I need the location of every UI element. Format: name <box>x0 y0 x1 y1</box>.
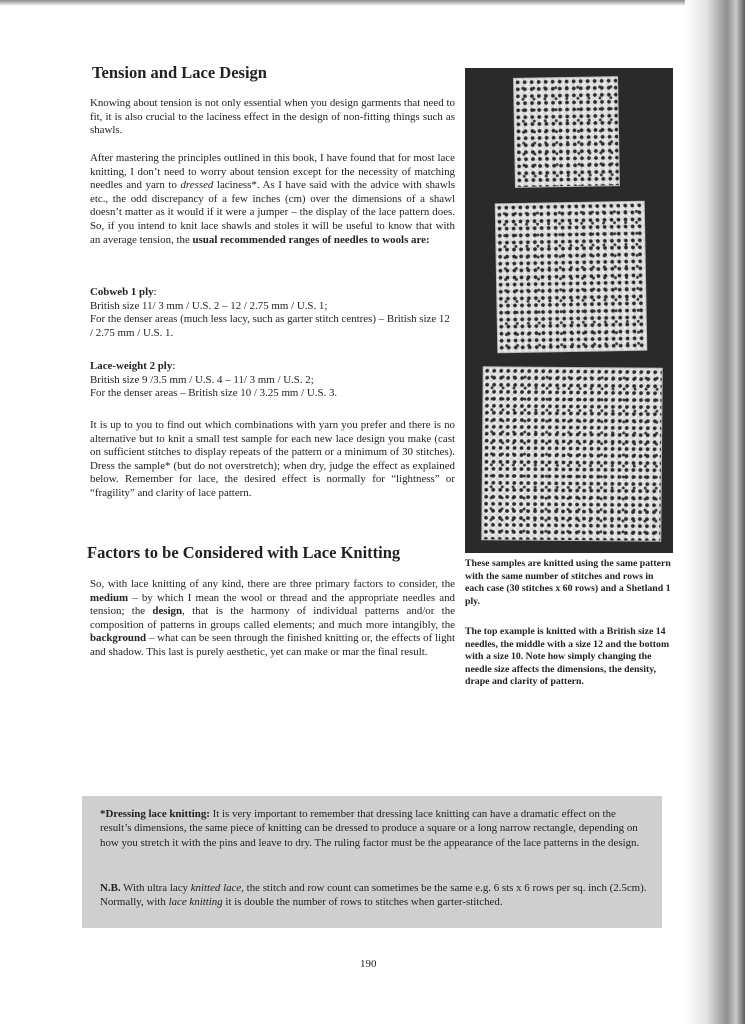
paragraph-principles <box>90 152 455 247</box>
paragraph-factors <box>90 578 455 660</box>
dressed-italic: dressed <box>180 179 214 192</box>
lace-weight-line-2: For the denser areas – British size 10 / 3.25 mm / U.S. 3. <box>90 387 338 400</box>
paragraph-principles-text-a: After mastering the principles outlined in this book, I have found that for most lace knitting, I don’t need to worry about tension except for the necessity of matching needles and yarn to <box>90 152 455 192</box>
needle-ranges-bold: usual recommended ranges of needles to wools are: <box>192 233 430 246</box>
paragraph-test-sample: It is up to you to find out which combinations with yarn you prefer and there is no alternative but to knit a small test sample for each new lace design you make (cast on sufficient stitches to display repeats of the pattern or a minimum of 30 stitches). Dress the sample* (but do not overstretch); when dry, judge the effect as explained below. Remember for lace, the desired effect is normally for “lightness” or “fragility” and clarity of lace pattern. <box>90 419 455 499</box>
note-dressing-label: *Dressing lace knitting: <box>100 808 210 820</box>
factors-text-b: – by which I mean the wool or thread and the appropriate needles and tension; the <box>90 591 455 618</box>
lace-sample-small <box>514 77 619 187</box>
design-bold: design <box>152 605 183 618</box>
note-nb-text-b: , the stitch and row count can sometimes be the same e.g. 6 sts x 6 rows per sq. inch (2.5cm). Normally, with <box>100 882 647 909</box>
factors-text-d: – what can be seen through the finished knitting or, the effects of light and shadow. This last is purely aesthetic, yet can make or mar the final result. <box>90 632 455 658</box>
cobweb-label: Cobweb 1 ply <box>90 286 154 298</box>
cobweb-section: Cobweb 1 ply: British size 11/ 3 mm / U.S. 2 – 12 / 2.75 mm / U.S. 1; For the denser areas (much less lacy, such as garter stitch centres) – British size 12 / 2.75 mm / U.S. 1. <box>90 286 450 339</box>
lace-knitting-italic: lace knitting <box>168 896 223 909</box>
lace-weight-line-1: British size 9 /3.5 mm / U.S. 4 – 11/ 3 mm / U.S. 2; <box>90 373 314 386</box>
note-nb-label: N.B. <box>100 882 121 894</box>
medium-bold: medium <box>90 591 129 604</box>
lace-sample-medium <box>496 202 647 353</box>
page-top-edge <box>0 0 745 6</box>
paragraph-intro: Knowing about tension is not only essential when you design garments that need to fit, it is also crucial to the laciness effect in the design of non-fitting things such as shawls. <box>90 97 455 137</box>
factors-text-c: , that is the harmony of individual patterns and/or the composition of patterns in groups called elements; and much more intangibly, the <box>90 605 455 631</box>
page-number: 190 <box>360 958 377 970</box>
knitted-lace-italic: knitted lace <box>190 882 242 894</box>
paragraph-principles-text-b: laciness*. As I have said with the advice with shawls etc., the odd discrepancy of a few inches (cm) over the dimensions of a shawl doesn’t matter as it would if it were a jumper – the display of the lace pattern does. So, if you intend to knit lace shawls and stoles it will be useful to know that with an average tension, the <box>90 179 455 246</box>
page-binding-shadow <box>685 0 745 1024</box>
lace-sample-large <box>482 367 661 541</box>
lace-samples-photo <box>465 68 673 553</box>
note-nb <box>100 881 648 910</box>
photo-caption-2: The top example is knitted with a British size 14 needles, the middle with a size 12 and the bottom with a size 10. Note how simply changing the needle size affects the dimensions, the density, drape and clarity of pattern. <box>465 626 670 687</box>
note-dressing <box>100 807 648 850</box>
note-dressing-text: It is very important to remember that dressing lace knitting can have a dramatic effect on the result’s dimensions, the same piece of knitting can be dressed to produce a square or a long narrow rectangle, depending on how you stretch it with the pins and leave to dry. The ruling factor must be the appearance of the lace patterns in the design. <box>100 808 640 849</box>
heading-factors: Factors to be Considered with Lace Knitting <box>87 543 401 562</box>
cobweb-line-1: British size 11/ 3 mm / U.S. 2 – 12 / 2.75 mm / U.S. 1; <box>90 299 328 312</box>
note-nb-text-c: it is double the number of rows to stitches when garter-stitched. <box>222 896 503 909</box>
photo-caption-1: These samples are knitted using the same pattern with the same number of stitches and rows in each case (30 stitches x 60 rows) and a Shetland 1 ply. <box>465 558 671 607</box>
lace-weight-section: Lace-weight 2 ply: British size 9 /3.5 mm / U.S. 4 – 11/ 3 mm / U.S. 2; For the denser areas – British size 10 / 3.25 mm / U.S. 3. <box>90 360 338 400</box>
factors-text-a: So, with lace knitting of any kind, there are three primary factors to consider, the <box>90 578 455 590</box>
heading-tension-lace-design: Tension and Lace Design <box>92 63 267 82</box>
background-bold: background <box>90 632 147 645</box>
cobweb-line-2: For the denser areas (much less lacy, such as garter stitch centres) – British size 12 / 2.75 mm / U.S. 1. <box>90 313 450 339</box>
note-nb-text-a: With ultra lacy <box>120 882 191 894</box>
lace-weight-label: Lace-weight 2 ply <box>90 360 173 372</box>
